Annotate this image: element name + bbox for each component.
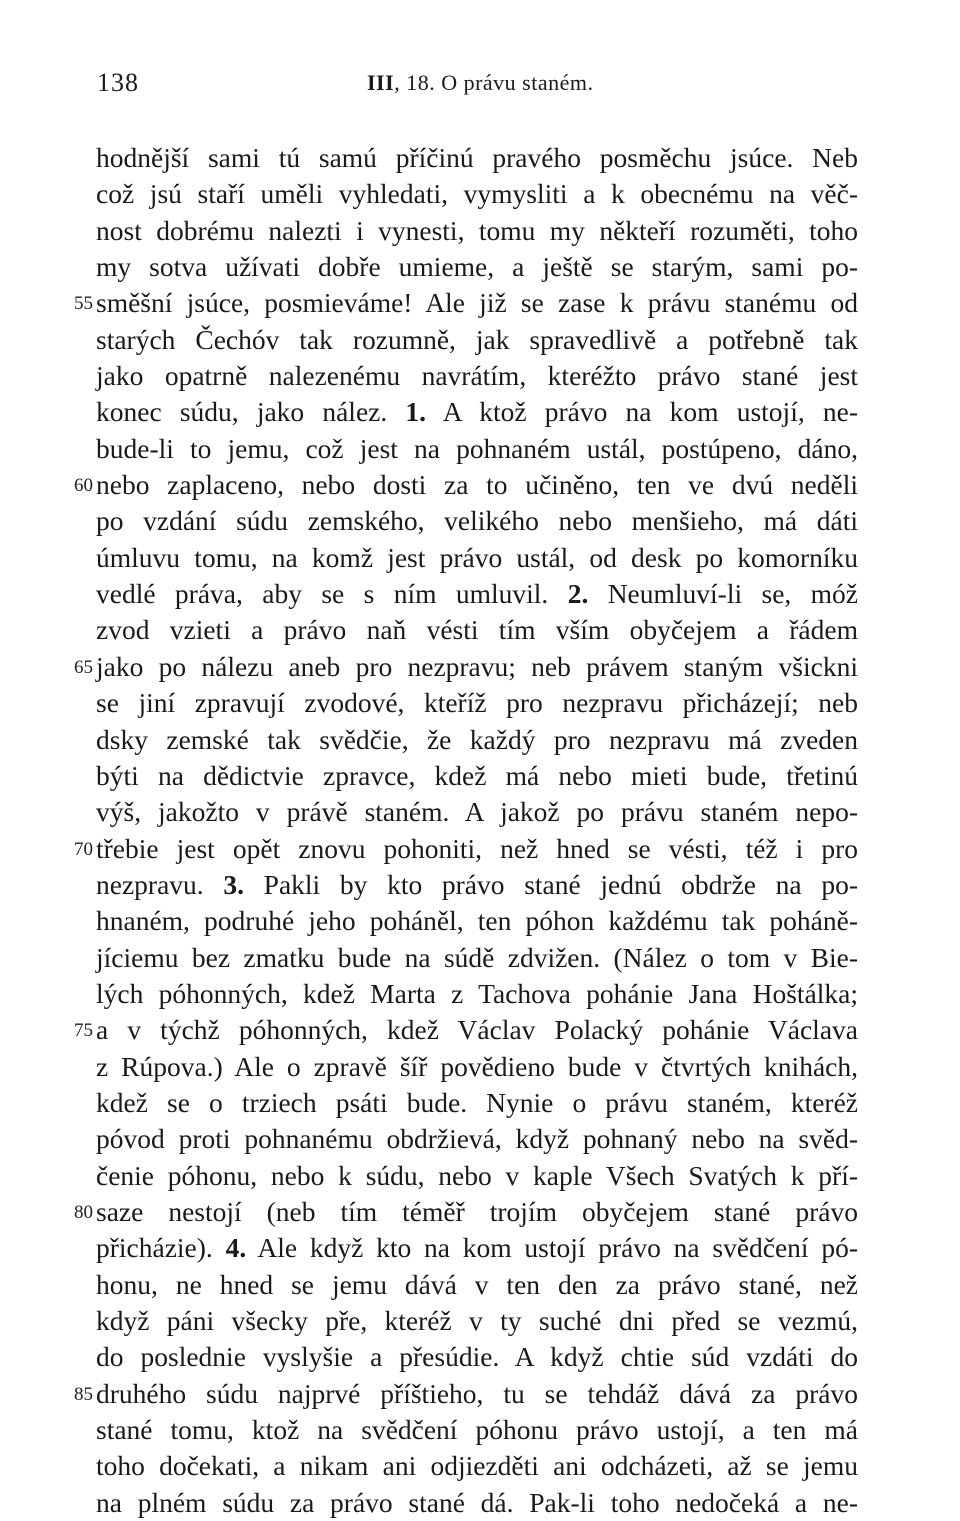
line-text: čenie póhonu, nebo k súdu, nebo v kaple Všech Svatých k pří-	[96, 1159, 858, 1191]
line-text: póvod proti pohnanému obdržievá, když pohnaný nebo na svěd-	[96, 1123, 858, 1155]
text-line	[0, 1230, 960, 1266]
line-text: starých Čechóv tak rozumně, jak spravedlivě a potřebně tak	[96, 323, 858, 355]
line-text: se jiní zpravují zvodové, kteříž pro nezpravu přicházejí; neb	[96, 687, 858, 719]
text-line	[0, 794, 960, 830]
line-number: 60	[74, 475, 93, 497]
line-text: bude-li to jemu, což jest na pohnaném ustál, postúpeno, dáno,	[96, 432, 858, 464]
line-text: lých póhonných, kdež Marta z Tachova pohánie Jana Hoštálka;	[96, 977, 858, 1009]
text-line	[0, 649, 960, 685]
text-line	[0, 831, 960, 867]
text-line	[0, 213, 960, 249]
text-line	[0, 758, 960, 794]
text-line	[0, 1303, 960, 1339]
body-text	[0, 140, 960, 1521]
line-text: nost dobrému nalezti i vynesti, tomu my někteří rozuměti, toho	[96, 214, 858, 246]
text-line	[0, 322, 960, 358]
line-text: my sotva užívati dobře umieme, a ještě se starým, sami po-	[96, 251, 858, 283]
running-head-title: , 18. O právu staném.	[394, 70, 594, 95]
line-text: jako opatrně nalezenému navrátím, kteréžto právo stané jest	[96, 360, 858, 392]
line-text: a v týchž póhonných, kdež Václav Polacký pohánie Václava	[96, 1014, 858, 1046]
text-line	[0, 540, 960, 576]
text-line	[0, 1485, 960, 1521]
line-text: kdež se o trziech psáti bude. Nynie o právu staném, kteréž	[96, 1086, 858, 1118]
text-line	[0, 612, 960, 648]
text-line	[0, 685, 960, 721]
line-text: nebo zaplaceno, nebo dosti za to učiněno, ten ve dvú neděli	[96, 469, 858, 501]
text-line	[0, 1412, 960, 1448]
line-text: jako po nálezu aneb pro nezpravu; neb právem staným všickni	[96, 650, 858, 682]
line-text: dsky zemské tak svědčie, že každý pro nezpravu má zveden	[96, 723, 858, 755]
text-line	[0, 1194, 960, 1230]
text-line	[0, 1121, 960, 1157]
line-text: což jsú staří uměli vyhledati, vymysliti a k obecnému na věč-	[96, 178, 858, 210]
text-line	[0, 1049, 960, 1085]
line-text: po vzdání súdu zemského, velikého nebo menšieho, má dáti	[96, 505, 858, 537]
text-line	[0, 431, 960, 467]
line-text: jíciemu bez zmatku bude na súdě zdvižen. (Nález o tom v Bie-	[96, 941, 858, 973]
line-text: výš, jakožto v právě staném. A jakož po právu staném nepo-	[96, 796, 858, 828]
text-line	[0, 249, 960, 285]
text-line	[0, 1339, 960, 1375]
text-line	[0, 285, 960, 321]
text-line	[0, 394, 960, 430]
line-text: směšní jsúce, posmieváme! Ale již se zase k právu stanému od	[96, 287, 858, 319]
text-line	[0, 976, 960, 1012]
line-text: hodnější sami tú samú příčinú pravého posměchu jsúce. Neb	[96, 142, 858, 173]
line-text: úmluvu tomu, na komž jest právo ustál, od desk po komorníku	[96, 541, 858, 573]
line-text: z Rúpova.) Ale o zpravě šíř povědieno bude v čtvrtých knihách,	[96, 1050, 858, 1082]
line-number: 80	[74, 1201, 93, 1223]
text-line	[0, 1267, 960, 1303]
line-text: saze nestojí (neb tím téměř trojím obyčejem stané právo	[96, 1195, 858, 1227]
line-text: nezpravu. 3. Pakli by kto právo stané jednú obdrže na po-	[96, 868, 858, 900]
running-head	[367, 70, 593, 96]
text-line	[0, 1376, 960, 1412]
text-line	[0, 1448, 960, 1484]
text-line	[0, 358, 960, 394]
line-text: konec súdu, jako nález. 1. A ktož právo na kom ustojí, ne-	[96, 396, 859, 428]
line-text: zvod vzieti a právo naň vésti tím vším obyčejem a řádem	[96, 614, 858, 646]
text-line	[0, 1012, 960, 1048]
line-text: toho dočekati, a nikam ani odjiezděti ani odcházeti, až se jemu	[96, 1450, 858, 1482]
line-text: do poslednie vyslyšie a přesúdie. A když chtie súd vzdáti do	[96, 1341, 858, 1373]
line-number: 70	[74, 838, 93, 860]
text-line	[0, 940, 960, 976]
text-line	[0, 503, 960, 539]
line-text: druhého súdu najprvé příštieho, tu se tehdáž dává za právo	[96, 1377, 858, 1409]
line-text: když páni všecky pře, kteréž v ty suché dni před se vezmú,	[96, 1305, 858, 1336]
line-text: hnaném, podruhé jeho poháněl, ten póhon každému tak poháně-	[96, 905, 858, 937]
page-header	[97, 68, 877, 108]
line-number: 75	[74, 1020, 93, 1042]
text-line	[0, 1085, 960, 1121]
line-number: 55	[74, 293, 93, 315]
text-line	[0, 1158, 960, 1194]
line-text: stané tomu, ktož na svědčení póhonu právo ustojí, a ten má	[96, 1414, 858, 1446]
text-line	[0, 903, 960, 939]
running-head-chapter: III	[367, 70, 395, 95]
line-text: vedlé práva, aby se s ním umluvil. 2. Neumluví-li se, móž	[96, 578, 859, 610]
text-line	[0, 867, 960, 903]
text-line	[0, 176, 960, 212]
page-number: 138	[97, 68, 139, 97]
line-text: na plném súdu za právo stané dá. Pak-li toho nedočeká a ne-	[96, 1486, 858, 1518]
text-line	[0, 140, 960, 176]
text-line	[0, 722, 960, 758]
line-number: 65	[74, 656, 93, 678]
text-line	[0, 467, 960, 503]
line-text: býti na dědictvie zpravce, kdež má nebo mieti bude, třetinú	[96, 759, 858, 791]
line-text: přicházie). 4. Ale když kto na kom ustojí právo na svědčení pó-	[96, 1232, 858, 1264]
text-line	[0, 576, 960, 612]
line-number: 85	[74, 1383, 93, 1405]
line-text: honu, ne hned se jemu dává v ten den za právo stané, než	[96, 1268, 858, 1300]
line-text: třebie jest opět znovu pohoniti, než hned se vésti, též i pro	[96, 832, 858, 864]
